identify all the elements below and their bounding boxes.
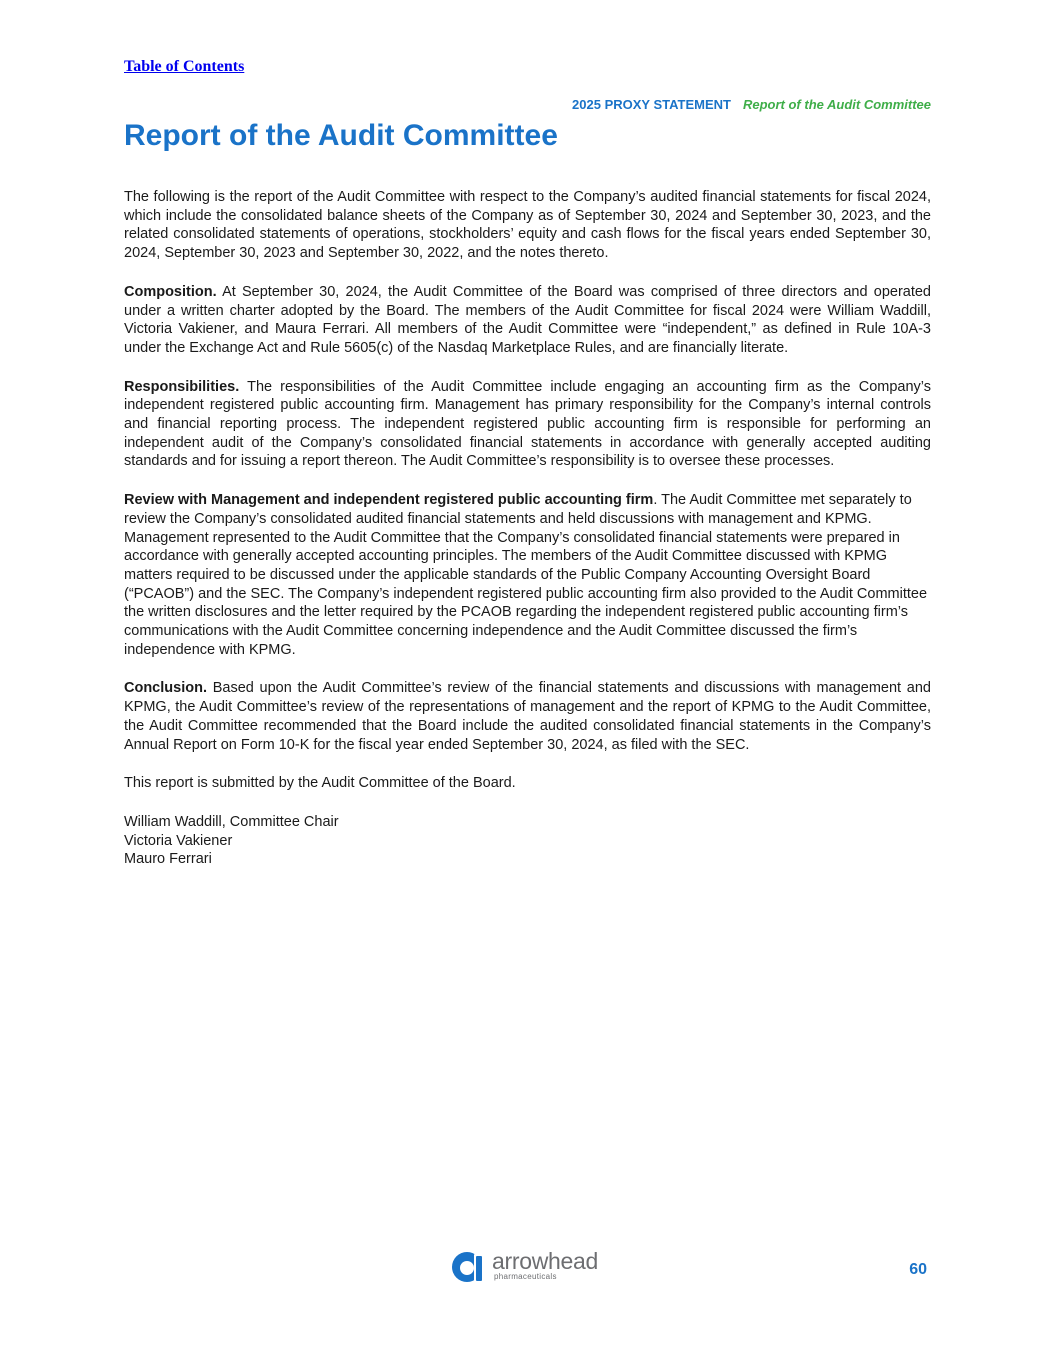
composition-text: At September 30, 2024, the Audit Committee of the Board was comprised of three directors and operated under a written charter adopted by the Board. The members of the Audit Committee for fiscal 2024 were William Waddill, Victoria Vakiener, and Maura Ferrari. All members of the Audit Committee were “independent,” as defined in Rule 10A-3 under the Exchange Act and Rule 5605(c) of the Nasdaq Marketplace Rules, and are financially literate. [124, 283, 931, 356]
intro-paragraph: The following is the report of the Audit Committee with respect to the Company’s audited financial statements for fiscal 2024, which include the consolidated balance sheets of the Company as of September 30, 2024 and September 30, 2023, and the related consolidated statements of operations, stockholders’ equity and cash flows for the fiscal years ended September 30, 2024, September 30, 2023 and September 30, 2022, and the notes thereto. [124, 189, 931, 262]
section-label: Report of the Audit Committee [742, 97, 931, 112]
review-text: . The Audit Committee met separately to review the Company’s consolidated audited financial statements and held discussions with management and KPMG. Management represented to the Audit Committee that the Company’s consolidated financial statements were prepared in accordance with generally accepted accounting principles. The members of the Audit Committee discussed with KPMG matters required to be discussed under the applicable standards of the Public Company Accounting Oversight Board (“PCAOB”) and the SEC. The Company’s independent registered public accounting firm also provided to the Audit Committee the written disclosures and the letter required by the PCAOB regarding the independent registered public accounting firm’s communications with the Audit Committee concerning independence and the Audit Committee discussed the firm’s independence with KPMG. [124, 492, 928, 658]
logo-tagline: pharmaceuticals [494, 1272, 557, 1281]
running-header [572, 97, 931, 112]
review-heading: Review with Management and independent registered public accounting firm [124, 492, 654, 509]
signature-member: Mauro Ferrari [124, 851, 212, 868]
signature-member: Victoria Vakiener [124, 832, 233, 849]
composition-heading: Composition. [124, 283, 217, 300]
responsibilities-heading: Responsibilities. [124, 378, 240, 395]
review-paragraph [124, 491, 931, 659]
logo-wordmark: arrowhead [492, 1248, 598, 1274]
conclusion-paragraph [124, 679, 931, 754]
responsibilities-text: The responsibilities of the Audit Committee include engaging an accounting firm as the Company’s independent registered public accounting firm. Management has primary responsibility for the Company’s internal controls and financial reporting process. The independent registered public accounting firm is responsible for performing an independent audit of the Company’s consolidated financial statements in accordance with generally accepted auditing standards and for issuing a report thereon. The Audit Committee’s responsibility is to oversee these processes. [124, 378, 931, 470]
signature-block [124, 813, 931, 869]
page-number: 60 [909, 1261, 927, 1278]
responsibilities-paragraph [124, 378, 931, 472]
page-title: Report of the Audit Committee [124, 119, 558, 152]
report-body [124, 188, 931, 869]
table-of-contents-link[interactable]: Table of Contents [124, 58, 245, 75]
conclusion-text: Based upon the Audit Committee’s review of the financial statements and discussions with management and KPMG, the Audit Committee’s review of the representations of management and the report of KPMG to the Audit Committee, the Audit Committee recommended that the Board include the audited consolidated financial statements in the Company’s Annual Report on Form 10-K for the fiscal year ended September 30, 2024, as filed with the SEC. [124, 680, 931, 753]
arrowhead-logo [452, 1250, 612, 1286]
submitted-statement: This report is submitted by the Audit Committee of the Board. [124, 775, 516, 792]
document-label: 2025 PROXY STATEMENT [572, 97, 731, 112]
arrowhead-logo-icon [452, 1251, 486, 1283]
signature-chair: William Waddill, Committee Chair [124, 813, 339, 830]
conclusion-heading: Conclusion. [124, 680, 207, 697]
composition-paragraph [124, 283, 931, 358]
